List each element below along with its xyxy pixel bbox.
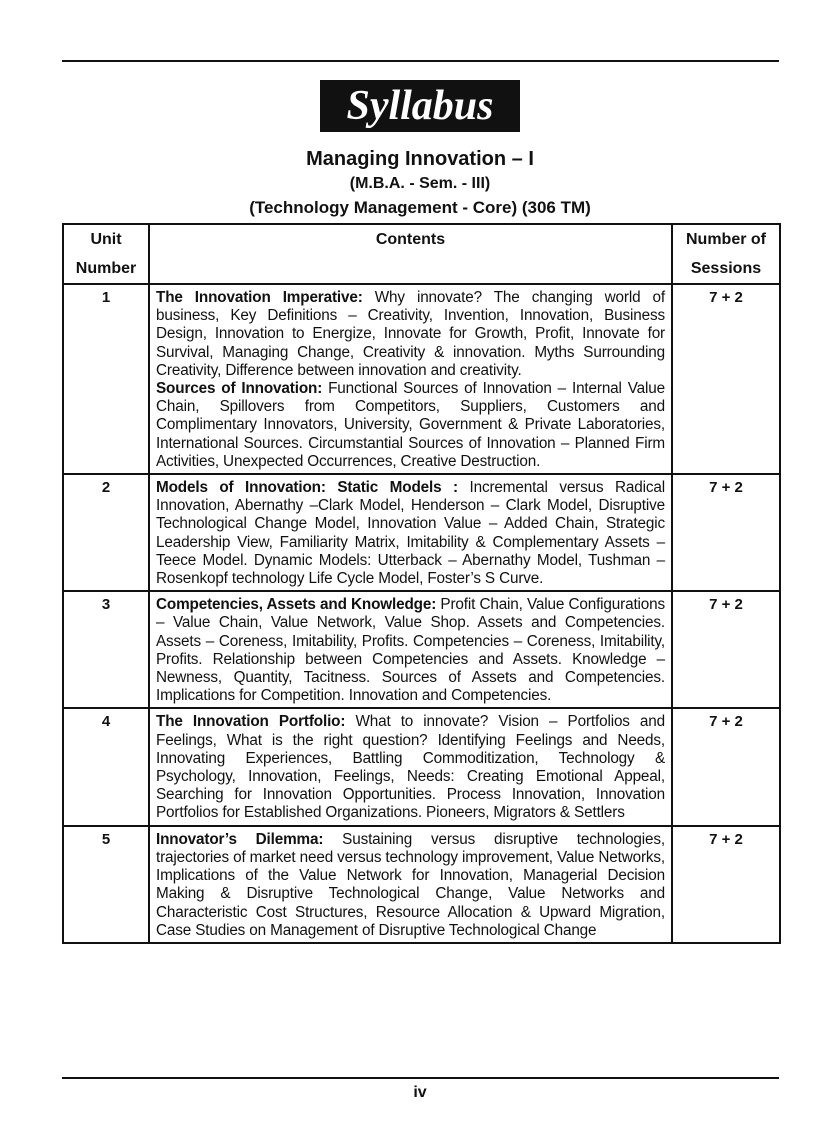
syllabus-banner: Syllabus — [320, 80, 520, 132]
topic-heading: The Innovation Imperative: — [156, 289, 363, 306]
table-header-row — [63, 224, 780, 284]
topic-text: Why innovate? The changing world of business, Key Definitions – Creativity, Invention, Innovation, Business Design, Innovation to Energize, Innovate for Growth, Profit, Innovate for Survival, Managing Change, Creativity & innovation. Myths Surrounding Creativity, Difference between innovation and creativity. — [156, 289, 665, 379]
content-paragraph — [156, 713, 665, 822]
unit-number: 5 — [63, 826, 149, 943]
unit-contents — [149, 708, 672, 825]
table-row — [63, 474, 780, 591]
content-paragraph — [156, 380, 665, 471]
unit-number: 3 — [63, 591, 149, 708]
session-count: 7 + 2 — [672, 591, 780, 708]
topic-text: Profit Chain, Value Configurations – Value Chain, Value Network, Value Shop. Assets and Competencies. Assets – Coreness, Imitability, Profits. Competencies – Coreness, Imitability, Profits. Relationship between Competencies and Assets. Knowledge – Newness, Quantity, Tacitness. Sources of Assets and Competencies. Implications for Competition. Innovation and Competencies. — [156, 596, 666, 705]
table-row — [63, 284, 780, 474]
topic-heading: Competencies, Assets and Knowledge: — [156, 596, 437, 614]
session-count: 7 + 2 — [672, 284, 780, 474]
table-row — [63, 708, 780, 825]
page-title: Managing Innovation – I — [306, 148, 534, 170]
page-number: iv — [413, 1084, 427, 1101]
topic-text: Incremental versus Radical Innovation, Abernathy –Clark Model, Henderson – Clark Model, Disruptive Technological Change Model, Innovation Value – Added Chain, Strategic Leadership View, Familiarity Matrix, Imitability & Complementary Assets – Teece Model. Dynamic Models: Utterback – Abernathy Model, Tushman – Rosenkopf technology Life Cycle Model, Foster’s S Curve. — [156, 479, 665, 588]
header-contents: Contents — [149, 224, 672, 284]
session-count: 7 + 2 — [672, 708, 780, 825]
topic-text: Functional Sources of Innovation – Internal Value Chain, Spillovers from Competitors, Suppliers, Customers and Complimentary Innovators, University, Government & Private Laboratories, International Sources. Circumstantial Sources of Innovation – Planned Firm Activities, Unexpected Occurrences, Creative Destruction. — [156, 380, 665, 470]
header-sessions: Number of Sessions — [672, 224, 780, 284]
content-paragraph — [156, 831, 665, 940]
content-paragraph — [156, 596, 665, 705]
unit-number: 2 — [63, 474, 149, 591]
top-rule — [62, 60, 779, 62]
course-title: (Technology Management - Core) (306 TM) — [249, 198, 591, 217]
unit-number: 4 — [63, 708, 149, 825]
topic-text: Sustaining versus disruptive technologies, trajectories of market need versus technology improvement, Value Networks, Implications of the Value Network for Innovation, Managerial Decision Making & Disruptive Technological Change, Value Networks and Characteristic Cost Structures, Resource Allocation & Upward Migration, Case Studies on Management of Disruptive Technological Change — [156, 830, 665, 939]
unit-number: 1 — [63, 284, 149, 474]
table-row — [63, 591, 780, 708]
table-row — [63, 826, 780, 943]
content-paragraph — [156, 289, 665, 380]
content-paragraph — [156, 479, 665, 588]
topic-text: What to innovate? Vision – Portfolios and Feelings, What is the right question? Identifying Feelings and Needs, Innovating Experiences, Battling Commoditization, Technology & Psychology, Innovation, Feelings, Needs: Creating Emotional Appeal, Searching for Innovation Opportunities. Process Innovation, Innovation Portfolios for Established Organizations. Pioneers, Migrators & Settlers — [156, 713, 666, 822]
topic-heading: Innovator’s Dilemma: — [156, 830, 324, 848]
unit-contents — [149, 284, 672, 474]
unit-contents — [149, 591, 672, 708]
session-count: 7 + 2 — [672, 474, 780, 591]
bottom-rule — [62, 1077, 779, 1079]
unit-contents — [149, 826, 672, 943]
page-subtitle: (M.B.A. - Sem. - III) — [349, 175, 491, 192]
header-unit-number: Unit Number — [63, 224, 149, 284]
session-count: 7 + 2 — [672, 826, 780, 943]
topic-heading: Models of Innovation: Static Models : — [156, 479, 458, 497]
topic-heading: The Innovation Portfolio: — [156, 713, 346, 731]
syllabus-table — [62, 223, 781, 944]
unit-contents — [149, 474, 672, 591]
topic-heading: Sources of Innovation: — [156, 380, 323, 398]
